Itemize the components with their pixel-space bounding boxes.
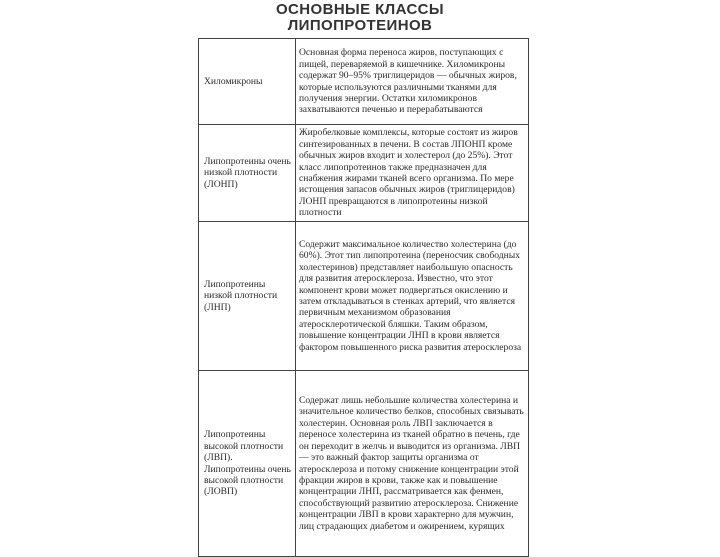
title-line-2: ЛИПОПРОТЕИНОВ (287, 17, 433, 34)
class-name-cell: Липопротеины очень низкой плотности (ЛОНП) (199, 125, 296, 222)
lipoprotein-table (198, 38, 529, 557)
class-name-cell: Хиломикроны (199, 39, 296, 125)
page-title (0, 2, 720, 34)
table-row-ldl (199, 222, 529, 371)
title-line-1: ОСНОВНЫЕ КЛАССЫ (275, 1, 444, 18)
class-name-cell: Липопротеины низкой плотности (ЛНП) (199, 222, 296, 371)
table-row-hdl (199, 371, 529, 557)
class-description-cell: Жиробелковые комплексы, которые состоят из жиров синтезированных в печени. В состав ЛПОНП кроме обычных жиров входит и холестерол (до 25%). Этот класс липопротеинов также предназначен для снабжения жирами тканей всего организма. По мере истощения запасов обычных жиров (триглицеридов) ЛОНП превращаются в липопротеины низкой плотности (296, 125, 529, 222)
table-row-chylomicrons (199, 39, 529, 125)
class-name-cell: Липопротеины высокой плотности (ЛВП). Липопротеины очень высокой плотности (ЛОВП) (199, 371, 296, 557)
class-description-cell: Основная форма переноса жиров, поступающих с пищей, переваряемой в кишечнике. Хиломикроны содержат 90–95% триглицеридов — обычных жиров, которые используются различными тканями для получения энергии. Остатки хиломикронов захватываются печенью и перерабатываются (296, 39, 529, 125)
class-description-cell: Содержат лишь небольшие количества холестерина и значительное количество белков, способных связывать холестерин. Основная роль ЛВП заключается в переносе холестерина из тканей обратно в печень, где он переходит в желчь и выводится из организма. ЛВП — это важный фактор защиты организма от атеросклероза и потому снижение концентрации этой фракции жиров в крови, также как и повышение концентрации ЛНП, рассматривается как фенмен, способствующий развитию атеросклероза. Снижение концентрации ЛВП в крови характерно для мужчин, лиц страдающих диабетом и ожирением, курящих (296, 371, 529, 557)
class-description-cell: Содержит максимальное количество холестерина (до 60%). Этот тип липопротеина (переносчик свободных холестеринов) представляет наибольшую опасность для развития атеросклероза. Известно, что этот компонент крови может подвергаться окислению и затем откладываться в стенках артерий, что является первичным механизмом образования атеросклеротической бляшки. Таким образом, повышение концентрации ЛНП в крови является фактором повышенного риска развития атеросклероза (296, 222, 529, 371)
table-row-vldl (199, 125, 529, 222)
